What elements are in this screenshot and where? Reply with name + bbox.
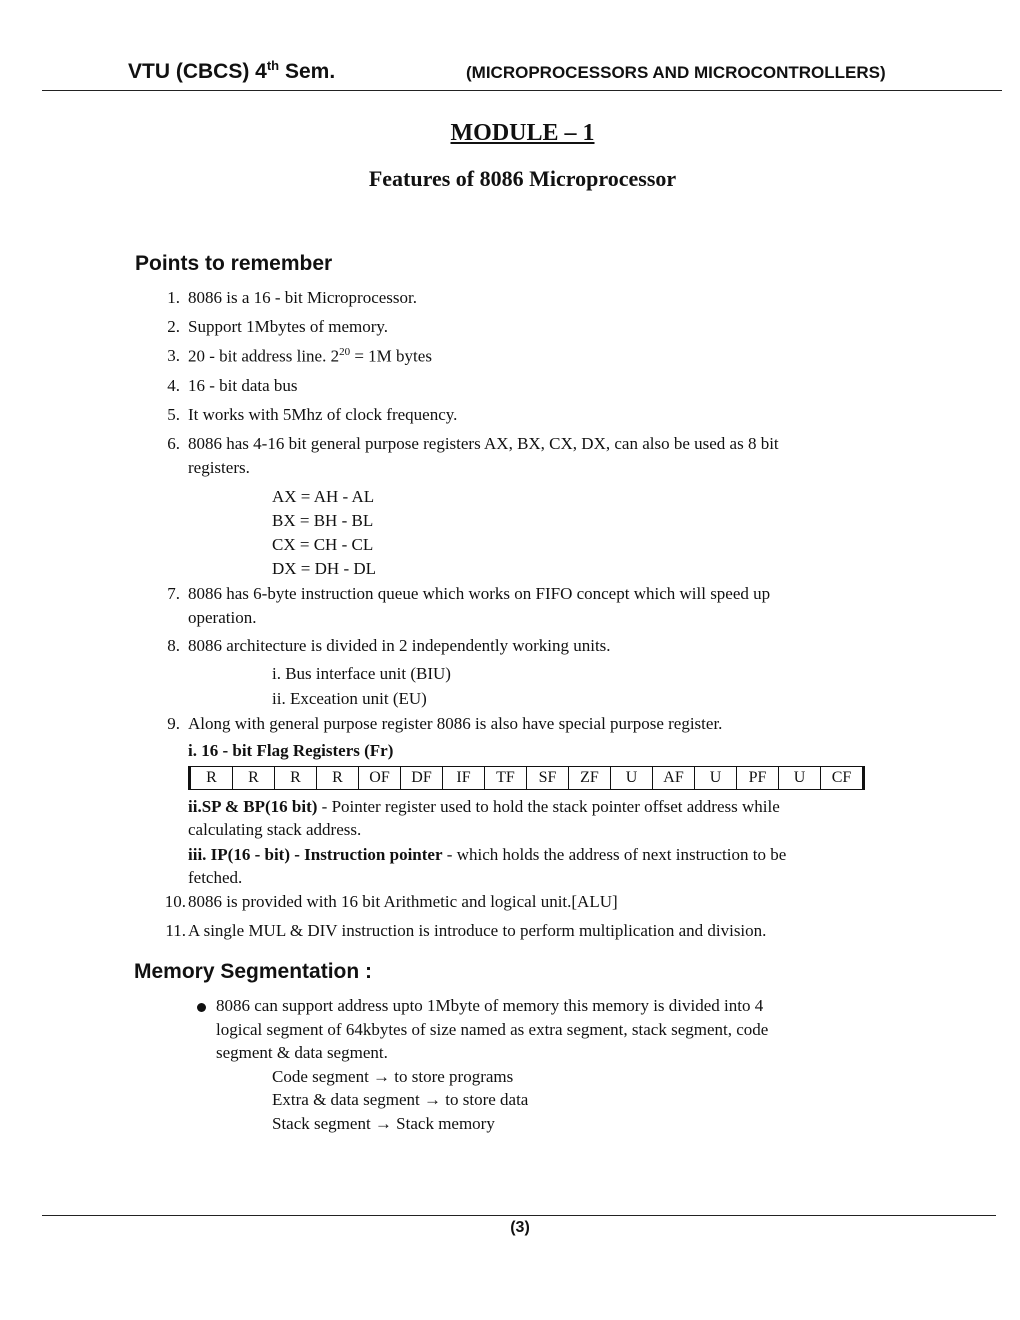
point-number: 3. xyxy=(167,346,180,365)
point-number: 4. xyxy=(167,376,180,395)
flag-bit: IF xyxy=(443,767,485,790)
flag-bit: U xyxy=(695,767,737,790)
flag-bit: R xyxy=(275,767,317,790)
point-number: 7. xyxy=(167,584,180,603)
point-text: Support 1Mbytes of memory. xyxy=(188,317,389,336)
flag-bit: SF xyxy=(527,767,569,790)
flag-bit: R xyxy=(190,767,233,790)
points-heading: Points to remember xyxy=(135,252,333,275)
point-text: 8086 is provided with 16 bit Arithmetic and logical unit.[ALU] xyxy=(188,892,618,911)
register-pair: BX = BH - BL xyxy=(272,511,374,530)
point-text: 8086 has 6-byte instruction queue which works on FIFO concept which will speed up xyxy=(188,584,771,603)
point-number: 10. xyxy=(164,892,186,911)
ip-description: iii. IP(16 - bit) - Instruction pointer - which holds the address of next instruction to be xyxy=(188,845,787,864)
footer-divider xyxy=(42,1215,996,1216)
point-text: 8086 architecture is divided in 2 independently working units. xyxy=(188,636,611,655)
register-pair: AX = AH - AL xyxy=(272,487,375,506)
point-number: 6. xyxy=(167,434,180,453)
point-text: It works with 5Mhz of clock frequency. xyxy=(188,405,458,424)
point-text: 8086 is a 16 - bit Microprocessor. xyxy=(188,288,417,307)
flag-bit: R xyxy=(233,767,275,790)
memory-segmentation-heading: Memory Segmentation : xyxy=(134,960,373,983)
ip-description-continued: fetched. xyxy=(188,868,243,887)
flag-bit: OF xyxy=(359,767,401,790)
memseg-text: logical segment of 64kbytes of size named as extra segment, stack segment, code xyxy=(216,1020,769,1039)
header-course: VTU (CBCS) 4th Sem. xyxy=(128,58,336,83)
header-divider xyxy=(42,90,1002,91)
point-number: 2. xyxy=(167,317,180,336)
sp-bp-description: ii.SP & BP(16 bit) - Pointer register used to hold the stack pointer offset address while xyxy=(188,797,780,816)
point-text: Along with general purpose register 8086 is also have special purpose register. xyxy=(188,714,723,733)
segment-item: Extra & data segment → to store data xyxy=(272,1090,529,1109)
flag-register-heading: i. 16 - bit Flag Registers (Fr) xyxy=(188,741,394,760)
flag-bit: CF xyxy=(821,767,864,790)
bullet-icon xyxy=(197,1003,206,1012)
point-number: 8. xyxy=(167,636,180,655)
point-number: 5. xyxy=(167,405,180,424)
point-text: 20 - bit address line. $2^{20} = 1M$ bytes xyxy=(188,346,432,366)
module-title: MODULE – 1 xyxy=(450,120,595,146)
point-text: A single MUL & DIV instruction is introduce to perform multiplication and division. xyxy=(188,921,767,940)
unit-item: i. Bus interface unit (BIU) xyxy=(272,664,451,683)
point-text-continued: registers. xyxy=(188,458,250,477)
page-subtitle: Features of 8086 Microprocessor xyxy=(368,166,677,191)
memseg-text: 8086 can support address upto 1Mbyte of memory this memory is divided into 4 xyxy=(216,996,764,1015)
point-text-continued: operation. xyxy=(188,608,257,627)
point-text: 8086 has 4-16 bit general purpose registers AX, BX, CX, DX, can also be used as 8 bit xyxy=(188,434,779,453)
flag-bit: TF xyxy=(485,767,527,790)
page-number: (3) xyxy=(510,1219,530,1236)
flag-bit: PF xyxy=(737,767,779,790)
segment-item: Code segment → to store programs xyxy=(272,1067,514,1086)
flag-bit: DF xyxy=(401,767,443,790)
header-subject: (MICROPROCESSORS AND MICROCONTROLLERS) xyxy=(466,63,886,82)
point-text: 16 - bit data bus xyxy=(188,376,298,395)
unit-item: ii. Exceation unit (EU) xyxy=(272,689,427,708)
register-pair: DX = DH - DL xyxy=(272,559,377,578)
flag-register-table xyxy=(188,766,865,790)
register-pair: CX = CH - CL xyxy=(272,535,374,554)
flag-bit: U xyxy=(779,767,821,790)
sp-bp-description-continued: calculating stack address. xyxy=(188,820,362,839)
memseg-text: segment & data segment. xyxy=(216,1043,388,1062)
segment-item: Stack segment → Stack memory xyxy=(272,1114,495,1133)
point-number: 11. xyxy=(165,921,186,940)
flag-bit: U xyxy=(611,767,653,790)
flag-bit: R xyxy=(317,767,359,790)
point-number: 9. xyxy=(167,714,180,733)
flag-bit: ZF xyxy=(569,767,611,790)
flag-bit: AF xyxy=(653,767,695,790)
point-number: 1. xyxy=(167,288,180,307)
